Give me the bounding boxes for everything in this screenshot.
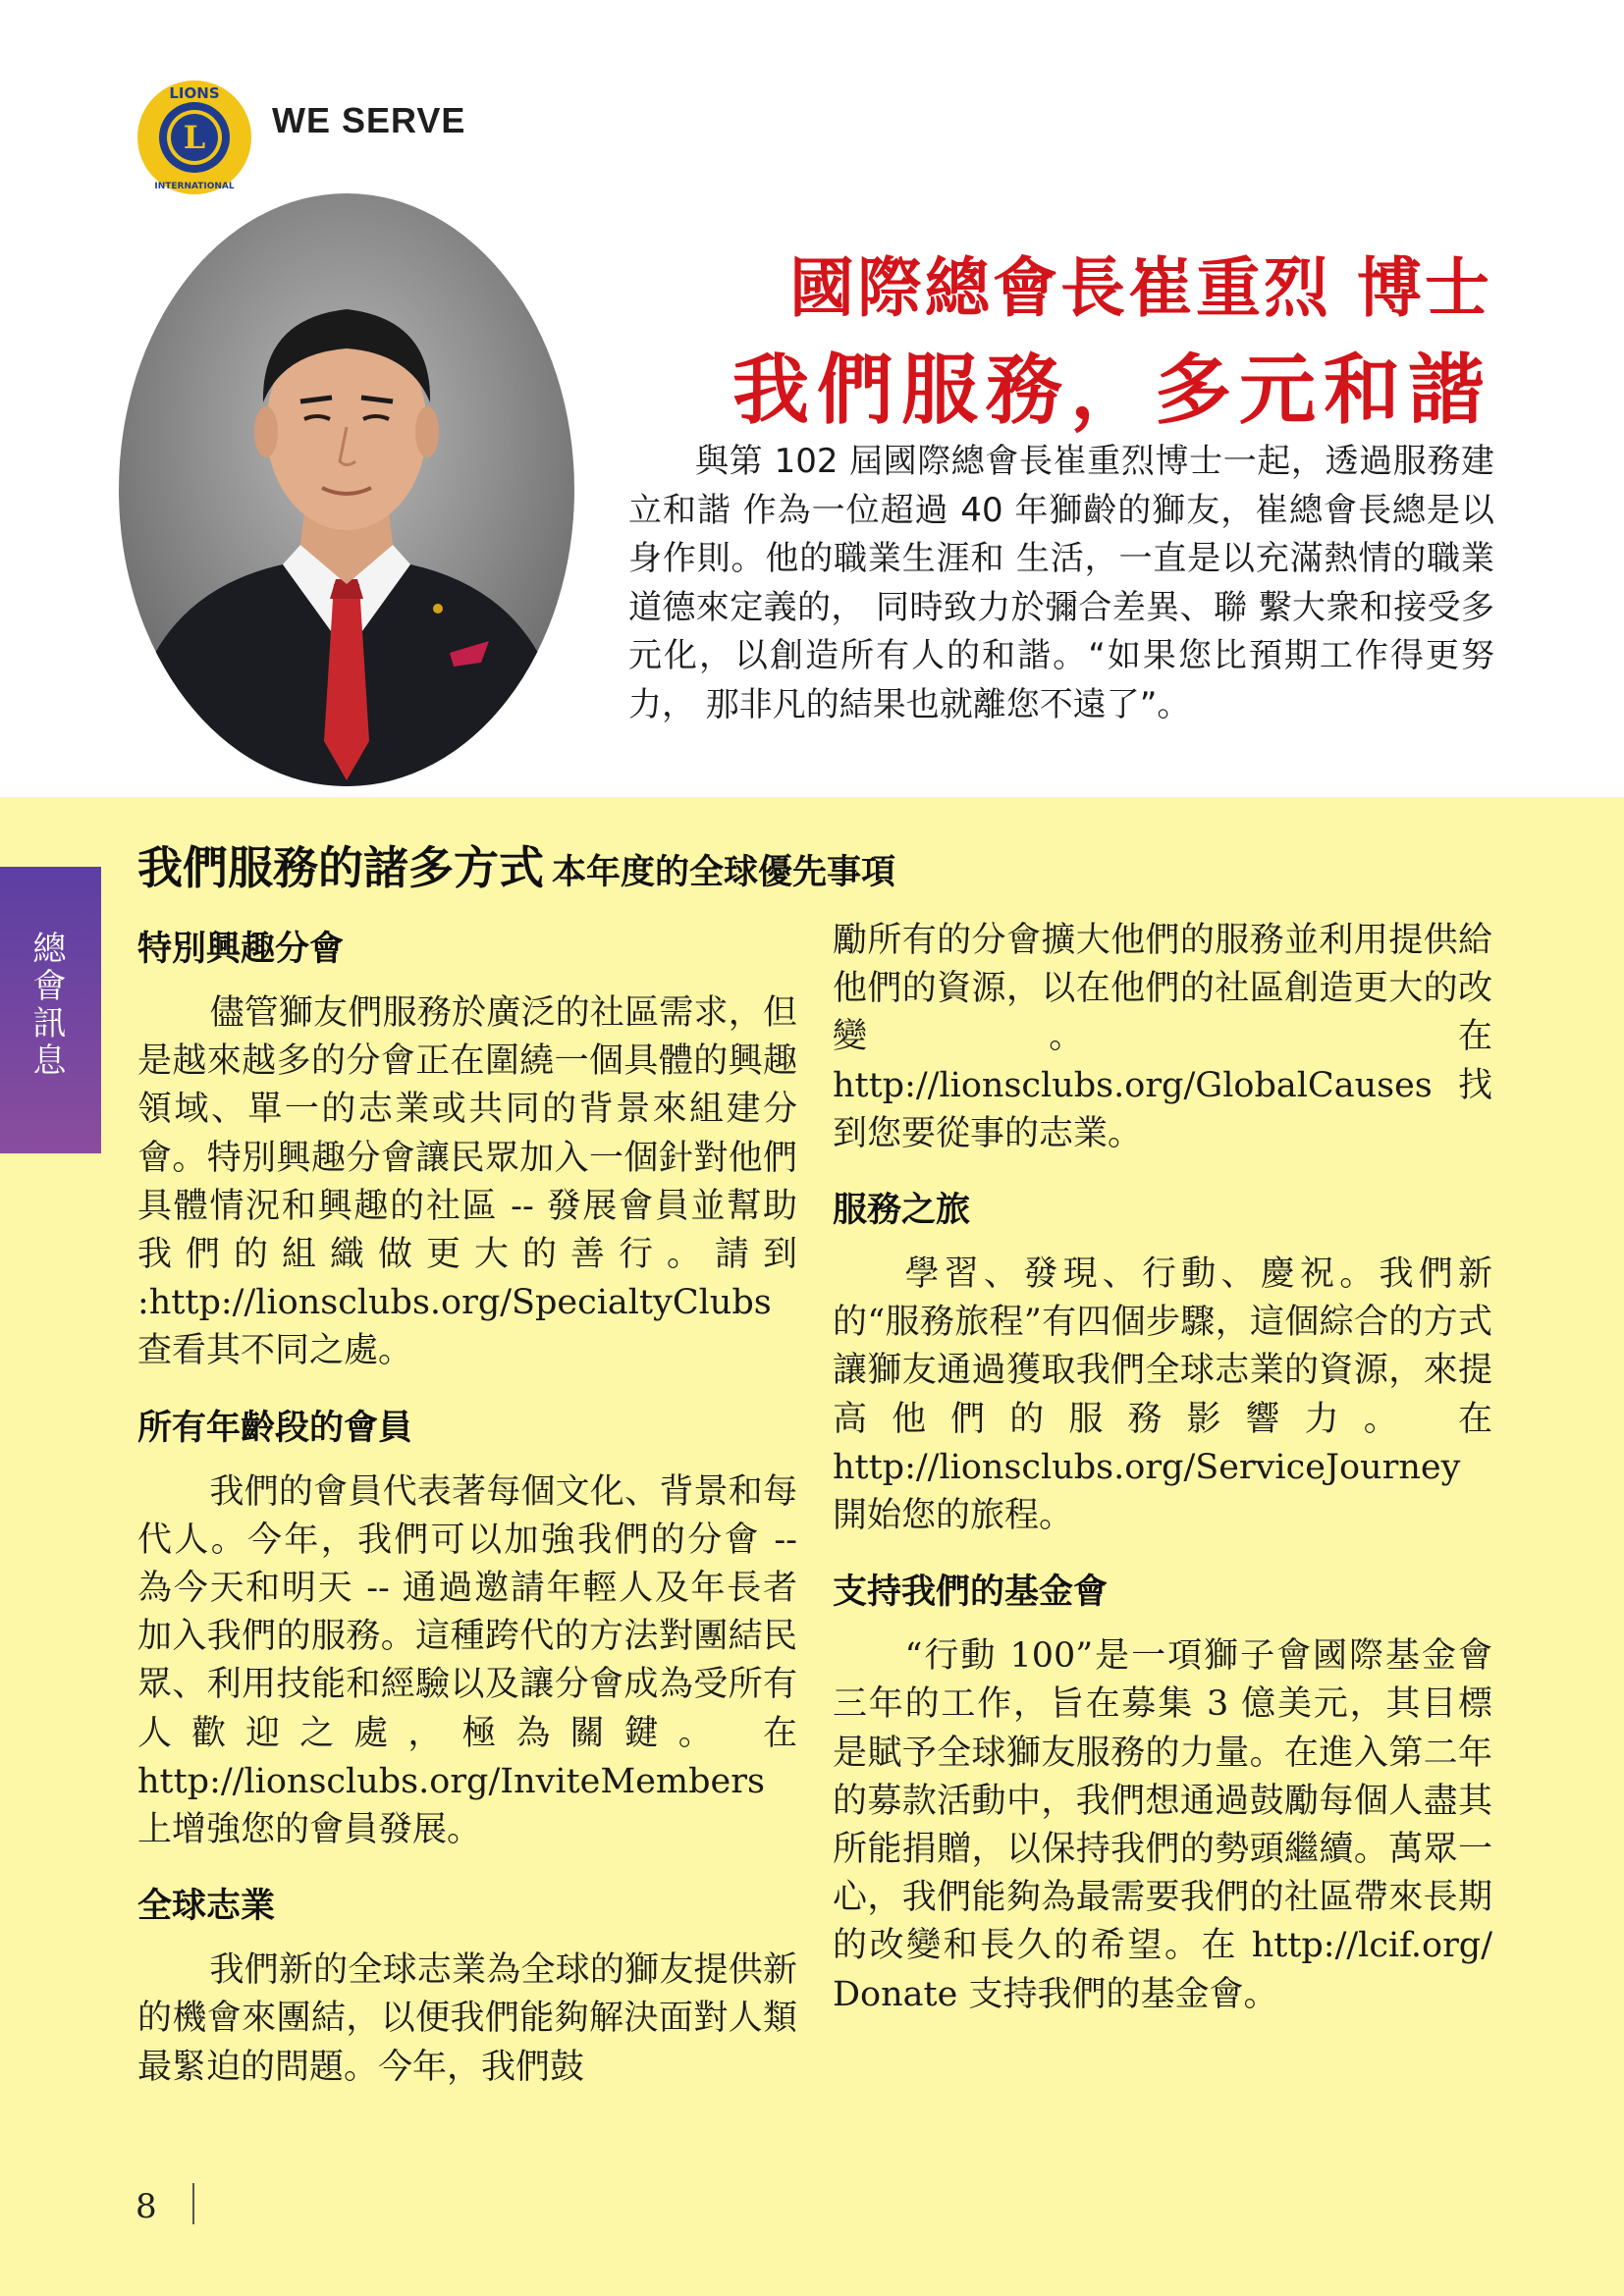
- specialty-clubs-heading: 特別興趣分會: [137, 930, 345, 968]
- svg-text:L: L: [183, 119, 206, 156]
- global-causes-body-part2: 勵所有的分會擴大他們的服務並利用提供給他們的資源，以在他們的社區創造更大的改變。 在 http://lionsclubs.org/GlobalCauses 找到您要從事的志業。: [833, 921, 1492, 1153]
- page-title-name: 國際總會長崔重烈 博士: [789, 249, 1492, 326]
- page-number-divider: [192, 2183, 194, 2224]
- svg-text:LIONS: LIONS: [169, 84, 220, 102]
- left-column: [137, 917, 797, 2092]
- president-portrait: [116, 191, 577, 788]
- right-column: [833, 917, 1492, 2019]
- section-heading-sub: 本年度的全球優先事項: [552, 853, 896, 891]
- service-journey-body: 學習、發現、行動、慶祝。我們新的“服務旅程”有四個步驟，這個綜合的方式讓獅友通過獲取我們全球志業的資源，來提高他們的服務影響力。 在 http://lionsclubs.org/ServiceJourney 開始您的旅程。: [833, 1255, 1492, 1536]
- page-number: 8: [135, 2187, 157, 2226]
- section-heading: [137, 832, 895, 897]
- svg-text:INTERNATIONAL: INTERNATIONAL: [154, 182, 235, 191]
- foundation-heading: 支持我們的基金會: [833, 1573, 1109, 1612]
- foundation-body: “行動 100”是一項獅子會國際基金會三年的工作，旨在募集 3 億美元，其目標是賦予全球獅友服務的力量。在進入第二年的募款活動中，我們想通過鼓勵每個人盡其所能捐贈，以保持我們的勢頭繼續。萬眾一心，我們能夠為最需要我們的社區帶來長期的改變和長久的希望。在 http://lcif.org/ Donate 支持我們的基金會。: [833, 1636, 1492, 2014]
- specialty-clubs-body: 儘管獅友們服務於廣泛的社區需求，但是越來越多的分會正在圍繞一個具體的興趣領域、單一的志業或共同的背景來組建分會。特別興趣分會讓民眾加入一個針對他們具體情況和興趣的社區 -- 發展會員並幫助我們的組織做更大的善行。請到 :http://lionsclubs.org/SpecialtyClubs 查看其不同之處。: [137, 993, 797, 1371]
- service-journey-heading: 服務之旅: [833, 1191, 971, 1230]
- all-ages-body: 我們的會員代表著每個文化、背景和每代人。今年，我們可以加強我們的分會 -- 為今天和明天 -- 通過邀請年輕人及年長者加入我們的服務。這種跨代的方法對團結民眾、利用技能和經驗以及讓分會成為受所有人歡迎之處，極為關鍵。 在 http://lionsclubs.org/InviteMembers 上增強您的會員發展。: [137, 1471, 797, 1850]
- motto: WE SERVE: [272, 100, 466, 140]
- global-causes-body-part1: 我們新的全球志業為全球的獅友提供新的機會來團結，以便我們能夠解決面對人類最緊迫的問題。今年，我們鼓: [137, 1950, 797, 2087]
- lions-international-logo: [135, 79, 253, 196]
- intro-text: 與第 102 屆國際總會長崔重烈博士一起，透過服務建立和諧 作為一位超過 40 年獅齡的獅友，崔總會長總是以身作則。他的職業生涯和 生活，一直是以充滿熱情的職業道德來定義的， 同時致力於彌合差異、聯 繫大衆和接受多元化，以創造所有人的和諧。“如果您比預期工作得更努力， 那非凡的結果也就離您不遠了”。: [628, 442, 1494, 724]
- all-ages-heading: 所有年齡段的會員: [137, 1408, 413, 1447]
- section-heading-main: 我們服務的諸多方式: [137, 842, 544, 893]
- global-causes-heading: 全球志業: [137, 1887, 276, 1926]
- intro-paragraph: [628, 438, 1494, 729]
- page-title-theme: 我們服務，多元和諧: [731, 346, 1492, 435]
- side-tab-label: 總會訊息: [27, 931, 66, 1080]
